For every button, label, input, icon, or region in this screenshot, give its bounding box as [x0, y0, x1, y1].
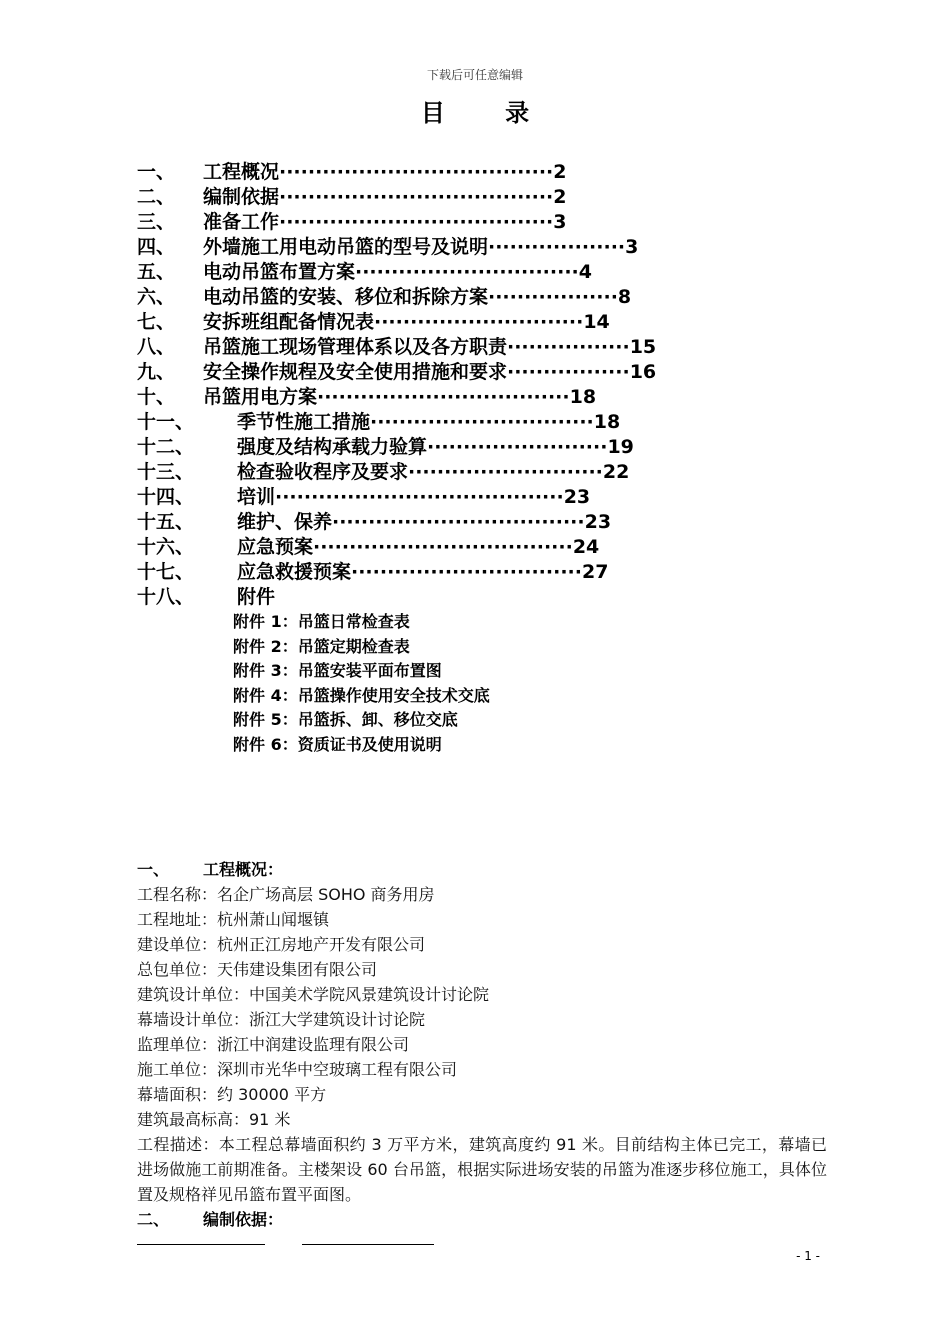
toc-entry-number: 四、 — [137, 236, 176, 258]
toc-entry[interactable] — [137, 335, 837, 360]
toc-entry-number: 七、 — [137, 311, 176, 333]
toc-entry-text: 工程概况······································2 — [203, 161, 567, 183]
header-note: 下载后可任意编辑 — [426, 68, 523, 82]
toc-entry-number: 十四、 — [137, 486, 195, 508]
toc-entry-text: 吊篮用电方案···································18 — [203, 386, 597, 408]
toc-entry[interactable] — [137, 210, 837, 235]
toc-attachment[interactable]: 附件 1：吊篮日常检查表 — [233, 612, 410, 631]
toc-entry-number: 十二、 — [137, 436, 195, 458]
toc-entry-text: 培训········································23 — [237, 486, 591, 508]
toc-entry-text: 应急预案····································24 — [237, 536, 600, 558]
toc-entry[interactable] — [137, 185, 837, 210]
toc-entry-text: 应急救援预案································27 — [237, 561, 609, 583]
body-section — [137, 857, 827, 1232]
project-description: 工程描述：本工程总幕墙面积约 3 万平方米，建筑高度约 91 米。目前结构主体已完工，幕墙已进场做施工前期准备。主楼架设 60 台吊篮，根据实际进场安装的吊篮为准逐步移位施工，具体位置及规格祥见吊篮布置平面图。 — [137, 1135, 827, 1204]
toc-entry-number: 十三、 — [137, 461, 195, 483]
project-info-line: 建筑设计单位：中国美术学院风景建筑设计讨论院 — [137, 985, 490, 1004]
toc-entry-text: 电动吊篮布置方案·······························4 — [203, 261, 592, 283]
toc-entry[interactable] — [137, 385, 837, 410]
toc-entry-text: 季节性施工措施·······························18 — [237, 411, 621, 433]
toc-entry-text: 吊篮施工现场管理体系以及各方职责·················15 — [203, 336, 657, 358]
toc-entry-text: 检查验收程序及要求···························22 — [237, 461, 630, 483]
toc-entry[interactable] — [137, 435, 837, 460]
section-heading — [137, 1207, 827, 1232]
toc-entry-number: 二、 — [137, 186, 176, 208]
toc-entry[interactable] — [137, 585, 837, 610]
toc-attachment[interactable]: 附件 5：吊篮拆、卸、移位交底 — [233, 710, 458, 729]
footer-rule-left — [137, 1244, 265, 1245]
project-info-list — [137, 882, 827, 1132]
toc-entry-number: 十六、 — [137, 536, 195, 558]
section-number: 一、 — [137, 860, 170, 879]
toc-entry[interactable] — [137, 285, 837, 310]
project-info-line: 工程地址：杭州萧山闻堰镇 — [137, 910, 330, 929]
toc-entry-text: 电动吊篮的安装、移位和拆除方案··················8 — [203, 286, 632, 308]
table-of-contents — [137, 160, 837, 757]
toc-entry-text: 安拆班组配备情况表·····························14 — [203, 311, 610, 333]
project-info-line: 工程名称：名企广场高层 SOHO 商务用房 — [137, 885, 435, 904]
footer-rule-right — [302, 1244, 434, 1245]
toc-entry[interactable] — [137, 160, 837, 185]
toc-entry-number: 十七、 — [137, 561, 195, 583]
toc-entry[interactable] — [137, 510, 837, 535]
project-info-line: 总包单位：天伟建设集团有限公司 — [137, 960, 378, 979]
toc-entry[interactable] — [137, 535, 837, 560]
toc-entry[interactable] — [137, 460, 837, 485]
toc-attachment[interactable]: 附件 6：资质证书及使用说明 — [233, 734, 442, 754]
toc-entry-number: 三、 — [137, 211, 176, 233]
toc-entry-number: 八、 — [137, 336, 176, 358]
toc-entry-number: 十八、 — [137, 586, 195, 608]
toc-entry-text: 维护、保养···································23 — [237, 511, 612, 533]
section-heading — [137, 857, 827, 882]
toc-entry-text: 外墙施工用电动吊篮的型号及说明···················3 — [203, 236, 639, 258]
toc-entry-text: 安全操作规程及安全使用措施和要求·················16 — [203, 361, 657, 383]
toc-entry-number: 一、 — [137, 161, 176, 183]
toc-entry-number: 十一、 — [137, 411, 195, 433]
toc-title: 目 录 — [420, 99, 556, 127]
section-number: 二、 — [137, 1210, 170, 1229]
project-info-line: 幕墙面积：约 30000 平方 — [137, 1085, 327, 1104]
page-number: - 1 - — [796, 1249, 820, 1263]
toc-attachment[interactable]: 附件 3：吊篮安装平面布置图 — [233, 661, 442, 680]
toc-entry[interactable] — [137, 235, 837, 260]
toc-entry-text: 强度及结构承载力验算·························19 — [237, 436, 634, 458]
toc-entry-text: 附件 — [237, 586, 276, 608]
toc-entry-number: 九、 — [137, 361, 176, 383]
toc-entry-number: 五、 — [137, 261, 176, 283]
toc-attachment[interactable]: 附件 4：吊篮操作使用安全技术交底 — [233, 685, 490, 705]
project-info-line: 施工单位：深圳市光华中空玻璃工程有限公司 — [137, 1060, 458, 1079]
project-info-line: 幕墙设计单位：浙江大学建筑设计讨论院 — [137, 1010, 426, 1029]
project-info-line: 建设单位：杭州正江房地产开发有限公司 — [137, 935, 426, 954]
toc-attachment[interactable]: 附件 2：吊篮定期检查表 — [233, 636, 410, 656]
section-title: 工程概况： — [203, 860, 284, 879]
toc-entry[interactable] — [137, 410, 837, 435]
toc-entry-number: 六、 — [137, 286, 176, 308]
toc-entry[interactable] — [137, 560, 837, 585]
project-info-line: 建筑最高标高：91 米 — [137, 1110, 291, 1129]
toc-entry[interactable] — [137, 310, 837, 335]
section-title: 编制依据： — [203, 1210, 284, 1229]
toc-entry-number: 十五、 — [137, 511, 195, 533]
toc-entry[interactable] — [137, 360, 837, 385]
toc-entry-text: 准备工作······································3 — [203, 211, 567, 233]
project-info-line: 监理单位：浙江中润建设监理有限公司 — [137, 1035, 410, 1054]
toc-entry-number: 十、 — [137, 386, 176, 408]
toc-entry[interactable] — [137, 260, 837, 285]
toc-entry[interactable] — [137, 485, 837, 510]
toc-entry-text: 编制依据······································2 — [203, 186, 567, 208]
